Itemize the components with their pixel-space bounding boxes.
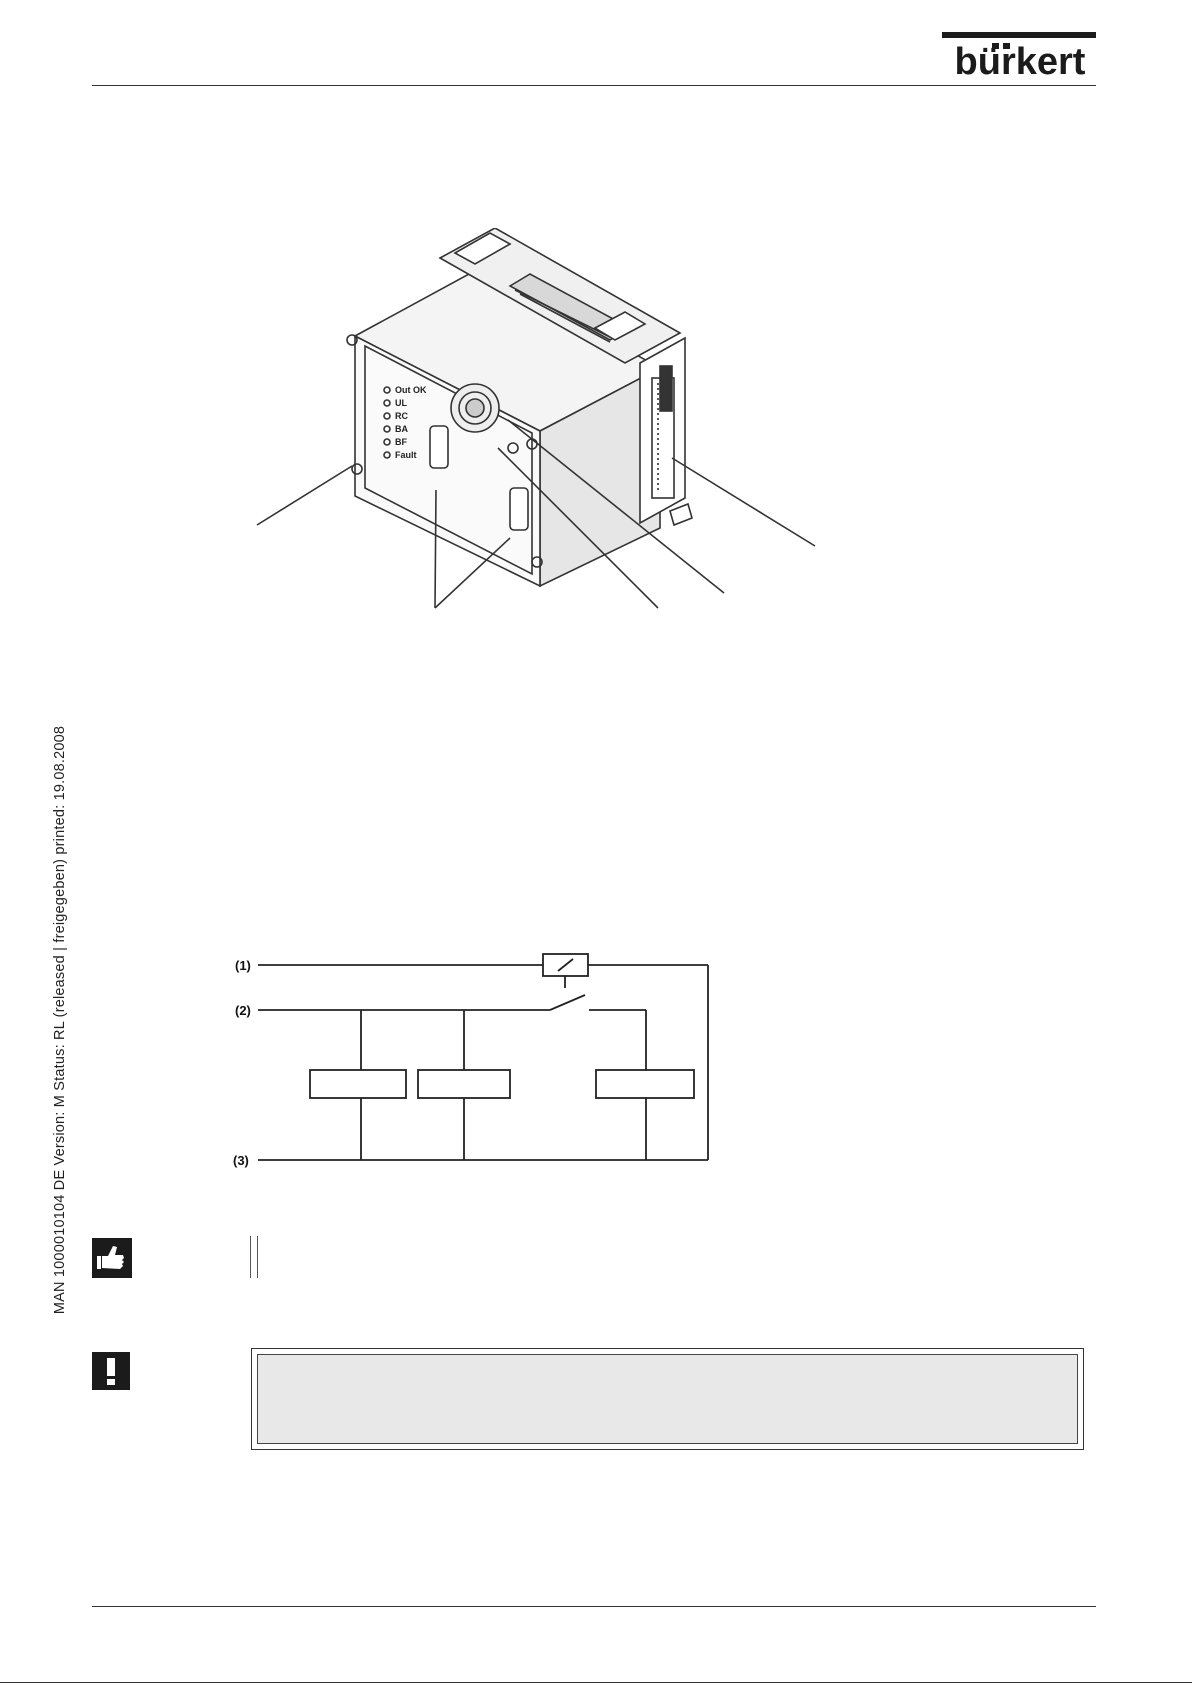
led-label: UL xyxy=(395,398,407,408)
led-label: Out OK xyxy=(395,385,427,395)
document-meta-text: MAN 1000010104 DE Version: M Status: RL (released | freigegeben) printed: 19.08.2008 xyxy=(52,725,68,1315)
led-label: Fault xyxy=(395,450,417,460)
line-label: (3) xyxy=(233,1153,249,1168)
note-bar xyxy=(250,1236,258,1278)
exclamation-icon xyxy=(92,1352,130,1390)
header-rule xyxy=(92,85,1096,86)
brand-text: bürkert xyxy=(954,41,1086,78)
warning-box-inner xyxy=(257,1354,1078,1444)
circuit-diagram xyxy=(228,950,728,1180)
burkert-logo xyxy=(940,30,1100,78)
bottom-rule xyxy=(0,1682,1192,1683)
led-label: BF xyxy=(395,437,407,447)
device-figure xyxy=(240,228,840,618)
line-label: (1) xyxy=(235,958,251,973)
warning-box xyxy=(251,1348,1084,1450)
footer-rule xyxy=(92,1606,1096,1607)
led-label: RC xyxy=(395,411,408,421)
led-label: BA xyxy=(395,424,408,434)
line-label: (2) xyxy=(235,1003,251,1018)
thumbs-up-icon xyxy=(92,1238,132,1278)
